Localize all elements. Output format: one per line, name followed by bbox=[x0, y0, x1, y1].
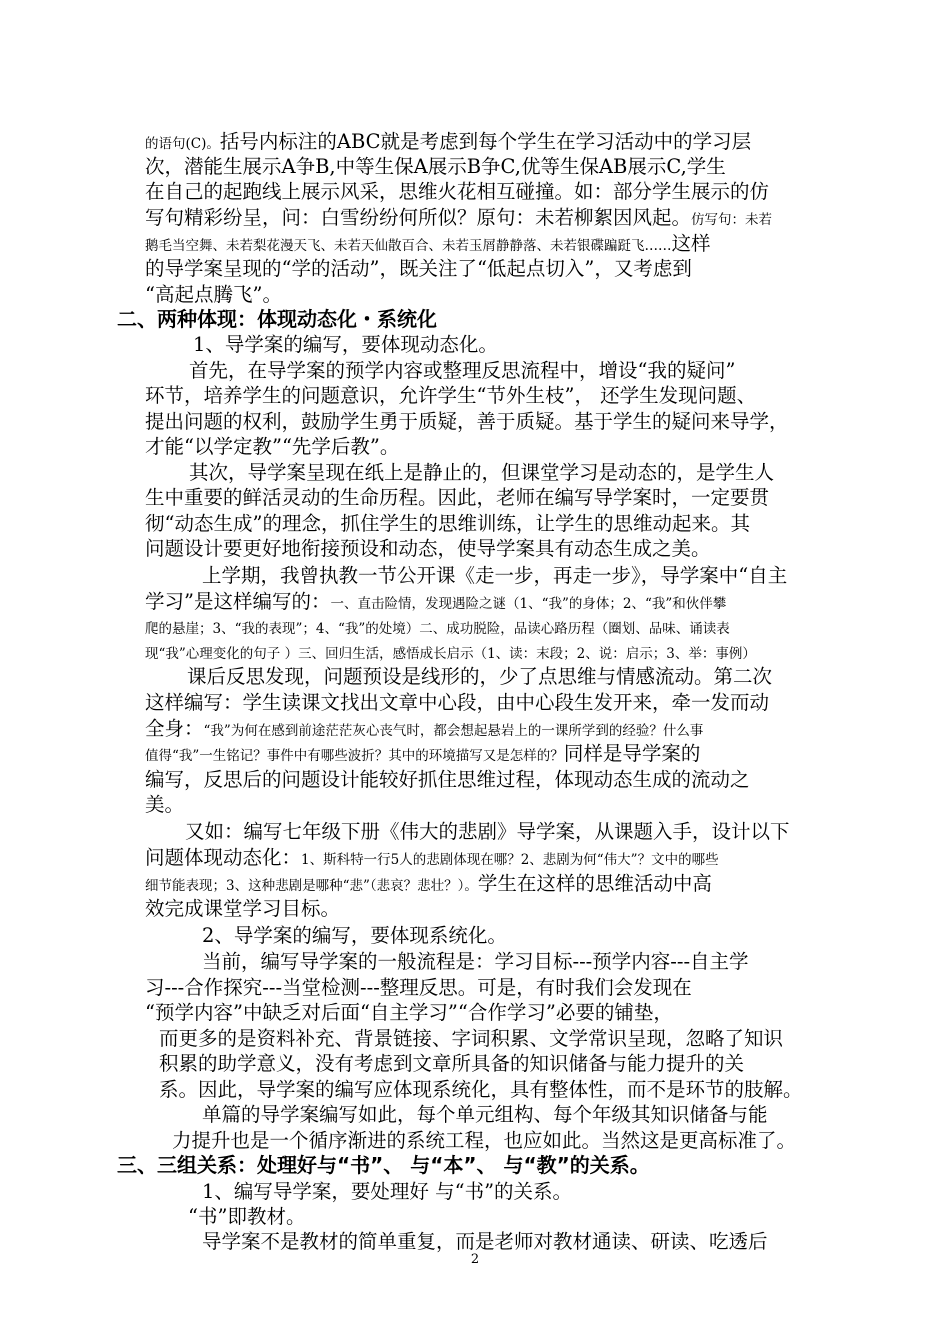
text-line bbox=[202, 1178, 572, 1205]
text-segment: “书”即教材。 bbox=[188, 1205, 306, 1228]
text-line bbox=[145, 178, 769, 205]
text-line bbox=[202, 1228, 768, 1255]
text-segment: 才能“以学定教”“先学后教”。 bbox=[145, 435, 400, 458]
text-line bbox=[188, 1203, 305, 1230]
text-segment: 问题设计要更好地衔接预设和动态，使导学案具有动态生成之美。 bbox=[145, 537, 711, 560]
text-line bbox=[202, 948, 749, 975]
page-number: 2 bbox=[470, 1252, 480, 1267]
text-line bbox=[145, 255, 692, 282]
text-segment: 单篇的导学案编写如此，每个单元组构、每个年级其知识储备与能 bbox=[202, 1103, 768, 1126]
text-segment: 同样是导学案的 bbox=[563, 742, 701, 765]
text-segment: 习---合作探究---当堂检测---整理反思。可是，有时我们会发现在 bbox=[145, 976, 692, 999]
text-segment: 系。因此，导学案的编写应体现系统化，具有整体性，而不是环节的肢解。 bbox=[159, 1078, 803, 1101]
text-segment: 1、导学案的编写，要体现动态化。 bbox=[193, 333, 498, 356]
text-segment: 彻“动态生成”的理念，抓住学生的思维训练，让学生的思维动起来。其 bbox=[145, 512, 750, 535]
text-line bbox=[202, 922, 507, 949]
text-segment: 提出问题的权利，鼓励学生勇于质疑，善于质疑。基于学生的疑问来导学， bbox=[145, 410, 789, 433]
text-segment: 力提升也是一个循序渐进的系统工程，也应如此。当然这是更高标准了。 bbox=[172, 1129, 797, 1152]
text-line bbox=[145, 281, 282, 308]
text-segment: 二、两种体现：体现动态化・系统化 bbox=[117, 307, 437, 331]
text-segment: 生中重要的鲜活灵动的生命历程。因此，老师在编写导学案时，一定要贯 bbox=[145, 486, 770, 509]
text-line bbox=[193, 331, 498, 358]
text-line bbox=[145, 408, 789, 435]
text-segment: 又如：编写七年级下册《伟大的悲剧》导学案，从课题入手，设计以下 bbox=[185, 820, 790, 843]
text-segment: “预学内容”中缺乏对后面“自主学习”“合作学习”必要的铺垫， bbox=[145, 1001, 673, 1024]
small-text-segment: 鹅毛当空舞、未若梨花漫天飞、未若天仙散百合、未若玉屑静静落、未若银碟蹁跹飞…… bbox=[145, 238, 672, 254]
section-heading bbox=[117, 306, 437, 333]
small-text-segment: 一、直击险情，发现遇险之谜（1、“我”的身体；2、“我”和伙伴攀 bbox=[330, 596, 727, 612]
text-line bbox=[145, 510, 750, 537]
text-line bbox=[145, 766, 750, 793]
text-segment: 首先，在导学案的预学内容或整理反思流程中，增设“我的疑问” bbox=[189, 359, 736, 382]
text-segment: 学生在这样的思维活动中高 bbox=[477, 872, 712, 895]
text-segment: 积累的助学意义，没有考虑到文章所具备的知识储备与能力提升的关 bbox=[159, 1052, 745, 1075]
section-heading bbox=[117, 1152, 650, 1179]
text-segment: 全身： bbox=[145, 717, 204, 740]
text-segment: 问题体现动态化： bbox=[145, 846, 302, 869]
text-segment: 这样 bbox=[671, 232, 711, 255]
text-segment: 效完成课堂学习目标。 bbox=[145, 897, 341, 920]
text-segment: 其次，导学案呈现在纸上是静止的，但课堂学习是动态的，是学生人 bbox=[189, 461, 775, 484]
text-line bbox=[189, 357, 735, 384]
text-segment: 2、导学案的编写，要体现系统化。 bbox=[202, 924, 507, 947]
text-segment: 而更多的是资料补充、背景链接、字词积累、文学常识呈现，忽略了知识 bbox=[159, 1027, 784, 1050]
text-segment: 导学案不是教材的简单重复，而是老师对教材通读、研读、吃透后 bbox=[202, 1230, 768, 1253]
text-segment: 括号内标注的ABC就是考虑到每个学生在学习活动中的学习层 bbox=[219, 130, 752, 153]
text-segment: 写句精彩纷呈，问：白雪纷纷何所似？原句：未若柳絮因风起。 bbox=[145, 206, 692, 229]
text-line bbox=[145, 153, 726, 180]
text-segment: 当前，编写导学案的一般流程是：学习目标---预学内容---自主学 bbox=[202, 950, 749, 973]
small-text-segment: 1、斯科特一行5人的悲剧体现在哪？2、悲剧为何“伟大”？文中的哪些 bbox=[301, 852, 719, 868]
text-segment: 在自己的起跑线上展示风采，思维火花相互碰撞。如：部分学生展示的仿 bbox=[145, 180, 770, 203]
text-line bbox=[145, 484, 769, 511]
text-segment: “高起点腾飞”。 bbox=[145, 283, 282, 306]
small-text-segment: 爬的悬崖；3、“我的表现”；4、“我”的处境）二、成功脱险，品读心路历程（圈划、品味、诵读表 bbox=[145, 621, 730, 637]
text-segment: 次，潜能生展示A争B,中等生保A展示B争C,优等生保AB展示C,学生 bbox=[145, 155, 726, 178]
text-line bbox=[159, 1025, 783, 1052]
text-line bbox=[202, 1101, 768, 1128]
small-text-segment: 的语句(C)。 bbox=[145, 136, 220, 152]
text-line bbox=[145, 689, 769, 716]
small-text-segment: 细节能表现；3、这种悲剧是哪种“悲”（悲哀？悲壮？）。 bbox=[145, 878, 478, 894]
text-segment: 1、编写导学案，要处理好 与“书”的关系。 bbox=[202, 1180, 573, 1203]
text-line bbox=[145, 974, 692, 1001]
text-line bbox=[172, 1127, 796, 1154]
text-line bbox=[145, 999, 673, 1026]
text-segment: 的导学案呈现的“学的活动”，既关注了“低起点切入”，又考虑到 bbox=[145, 257, 692, 280]
small-text-segment: 仿写句：未若 bbox=[691, 212, 773, 228]
text-segment: 环节，培养学生的问题意识，允许学生“节外生枝”， 还学生发现问题、 bbox=[145, 384, 757, 407]
text-line bbox=[159, 1050, 744, 1077]
text-segment: 三、三组关系：处理好与“书”、 与“本”、 与“教”的关系。 bbox=[117, 1153, 650, 1177]
text-line bbox=[145, 791, 184, 818]
small-text-segment: 值得“我”一生铭记？事件中有哪些波折？其中的环境描写又是怎样的？ bbox=[145, 748, 564, 764]
text-segment: 这样编写：学生读课文找出文章中心段，由中心段生发开来，牵一发而动 bbox=[145, 691, 770, 714]
text-line bbox=[185, 818, 790, 845]
text-segment: 学习”是这样编写的： bbox=[145, 590, 331, 613]
text-segment: 课后反思发现，问题预设是线形的，少了点思维与情感流动。第二次 bbox=[187, 665, 773, 688]
text-line bbox=[202, 562, 787, 589]
text-line bbox=[159, 1076, 803, 1103]
text-segment: 编写，反思后的问题设计能较好抓住思维过程，体现动态生成的流动之 bbox=[145, 768, 750, 791]
text-line bbox=[145, 382, 756, 409]
text-line bbox=[189, 459, 774, 486]
text-segment: 上学期，我曾执教一节公开课《走一步，再走一步》，导学案中“自主 bbox=[202, 564, 788, 587]
text-line bbox=[145, 895, 340, 922]
text-line bbox=[187, 663, 772, 690]
small-text-segment: 现“我”心理变化的句子 ）三、回归生活，感悟成长启示（1、读：末段；2、说：启示；3、举：事例） bbox=[145, 646, 756, 662]
small-text-segment: “我”为何在感到前途茫茫灰心丧气时，都会想起悬岩上的一课所学到的经验？什么事 bbox=[203, 723, 704, 739]
text-line bbox=[145, 433, 399, 460]
text-line bbox=[145, 535, 711, 562]
text-segment: 美。 bbox=[145, 793, 185, 816]
